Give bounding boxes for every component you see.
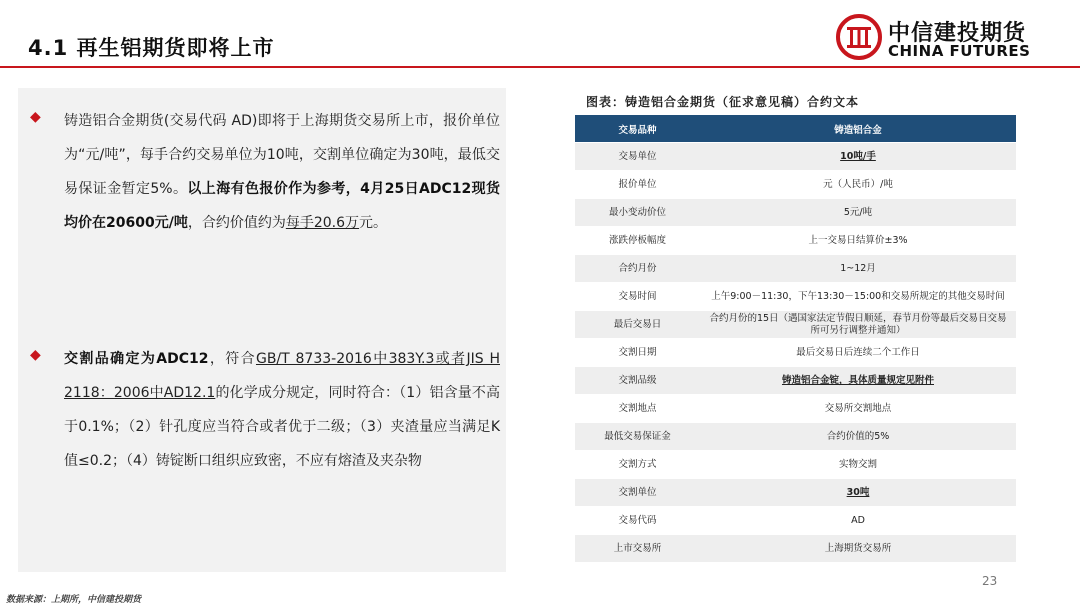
spec-value-cell: AD: [700, 507, 1016, 535]
bullet1-text-2: ，合约价值约为: [187, 215, 286, 231]
spec-key-cell: 交割日期: [575, 339, 700, 367]
spec-value-cell: 实物交割: [700, 451, 1016, 479]
spec-value-cell: 最后交易日后连续二个工作日: [700, 339, 1016, 367]
table-row: [575, 423, 1016, 451]
table-row: [575, 171, 1016, 199]
table-row: [575, 507, 1016, 535]
spec-key-cell: 报价单位: [575, 171, 700, 199]
spec-key-cell: 最小变动价位: [575, 199, 700, 227]
bullet2-text: ，符合: [208, 351, 256, 367]
china-futures-logo-icon: [836, 14, 882, 60]
spec-key-cell: 上市交易所: [575, 535, 700, 563]
bullet-text: [64, 342, 500, 478]
bullet1-text-3: 元。: [359, 215, 387, 231]
spec-value-cell: 10吨/手: [700, 143, 1016, 171]
bullet2-text-2: 的化学成分规定，同时符合：（1）铝含量不高于0.1%；（2）针孔度应当符合或者优于二级；（3）夹渣量应当满足K值≤0.2；（4）铸锭断口组织应致密，不应有熔渣及夹杂物: [64, 385, 501, 469]
spec-key-cell: 最后交易日: [575, 311, 700, 339]
spec-value-cell: 30吨: [700, 479, 1016, 507]
spec-key-cell: 交割方式: [575, 451, 700, 479]
bullet1-text: 铸造铝合金期货(交易代码 AD)即将于上海期货交易所上市，报价单位为“元/吨”，每手合约交易单位为10吨，交割单位确定为30吨，最低交易保证金暂定5%。: [64, 113, 500, 197]
spec-key-cell: 合约月份: [575, 255, 700, 283]
spec-value-cell: 合约月份的15日（遇国家法定节假日顺延，春节月份等最后交易日交易所可另行调整并通知）: [700, 311, 1016, 339]
table-row: [575, 283, 1016, 311]
slide-title: 4.1 再生铝期货即将上市: [28, 36, 275, 60]
spec-value-cell: 上午9:00－11:30，下午13:30－15:00和交易所规定的其他交易时间: [700, 283, 1016, 311]
page-number: 23: [982, 574, 998, 588]
table-row: [575, 311, 1016, 339]
table-row: [575, 395, 1016, 423]
diamond-bullet-icon: ◆: [30, 109, 41, 125]
spec-key-cell: 交易时间: [575, 283, 700, 311]
header-cell-value: 铸造铝合金: [700, 115, 1016, 143]
spec-key-cell: 交易单位: [575, 143, 700, 171]
spec-key-cell: 涨跌停板幅度: [575, 227, 700, 255]
bullet1-bold-text: 以上海有色报价作为参考，4月25日ADC12现货均价在20600元/吨: [64, 181, 501, 231]
bullet2-bold-text: 交割品确定为ADC12: [64, 351, 209, 367]
spec-value-cell: 合约价值的5%: [700, 423, 1016, 451]
bullet-delivery-grade: [30, 342, 500, 478]
bullet1-underlined-text: 每手20.6万: [285, 215, 359, 231]
spec-key-cell: 交割品级: [575, 367, 700, 395]
table-row: [575, 199, 1016, 227]
contract-spec-table: [575, 115, 1016, 562]
spec-value-cell: 5元/吨: [700, 199, 1016, 227]
table-row: [575, 143, 1016, 171]
table-row: [575, 451, 1016, 479]
table-header-row: [575, 115, 1016, 143]
spec-key-cell: 交割单位: [575, 479, 700, 507]
spec-key-cell: 交易代码: [575, 507, 700, 535]
spec-value-cell: 上海期货交易所: [700, 535, 1016, 563]
table-row: [575, 535, 1016, 563]
bullet-text: [64, 104, 500, 240]
summary-panel: [18, 88, 506, 572]
spec-value-cell: 交易所交割地点: [700, 395, 1016, 423]
spec-key-cell: 交割地点: [575, 395, 700, 423]
company-logo: [836, 14, 1046, 62]
spec-value-cell: 铸造铝合金锭，具体质量规定见附件: [700, 367, 1016, 395]
table-row: [575, 255, 1016, 283]
table-body: [575, 143, 1016, 563]
table-row: [575, 227, 1016, 255]
header-divider: [0, 66, 1080, 68]
spec-value-cell: 1~12月: [700, 255, 1016, 283]
spec-value-cell: 上一交易日结算价±3%: [700, 227, 1016, 255]
bullet-contract-overview: [30, 104, 500, 240]
spec-value-cell: 元（人民币）/吨: [700, 171, 1016, 199]
diamond-bullet-icon: ◆: [30, 347, 41, 363]
logo-chinese-name: 中信建投期货: [888, 21, 1027, 46]
source-note: 数据来源：上期所，中信建投期货: [6, 595, 142, 605]
table-caption: 图表：铸造铝合金期货（征求意见稿）合约文本: [586, 95, 860, 109]
header-cell-key: 交易品种: [575, 115, 700, 143]
logo-english-name: CHINA FUTURES: [888, 42, 1031, 60]
bullet2-underlined-text: GB/T 8733-2016中383Y.3或者JIS H 2118：2006中AD12.1: [64, 351, 500, 401]
table-row: [575, 367, 1016, 395]
table-row: [575, 479, 1016, 507]
spec-key-cell: 最低交易保证金: [575, 423, 700, 451]
table-row: [575, 339, 1016, 367]
